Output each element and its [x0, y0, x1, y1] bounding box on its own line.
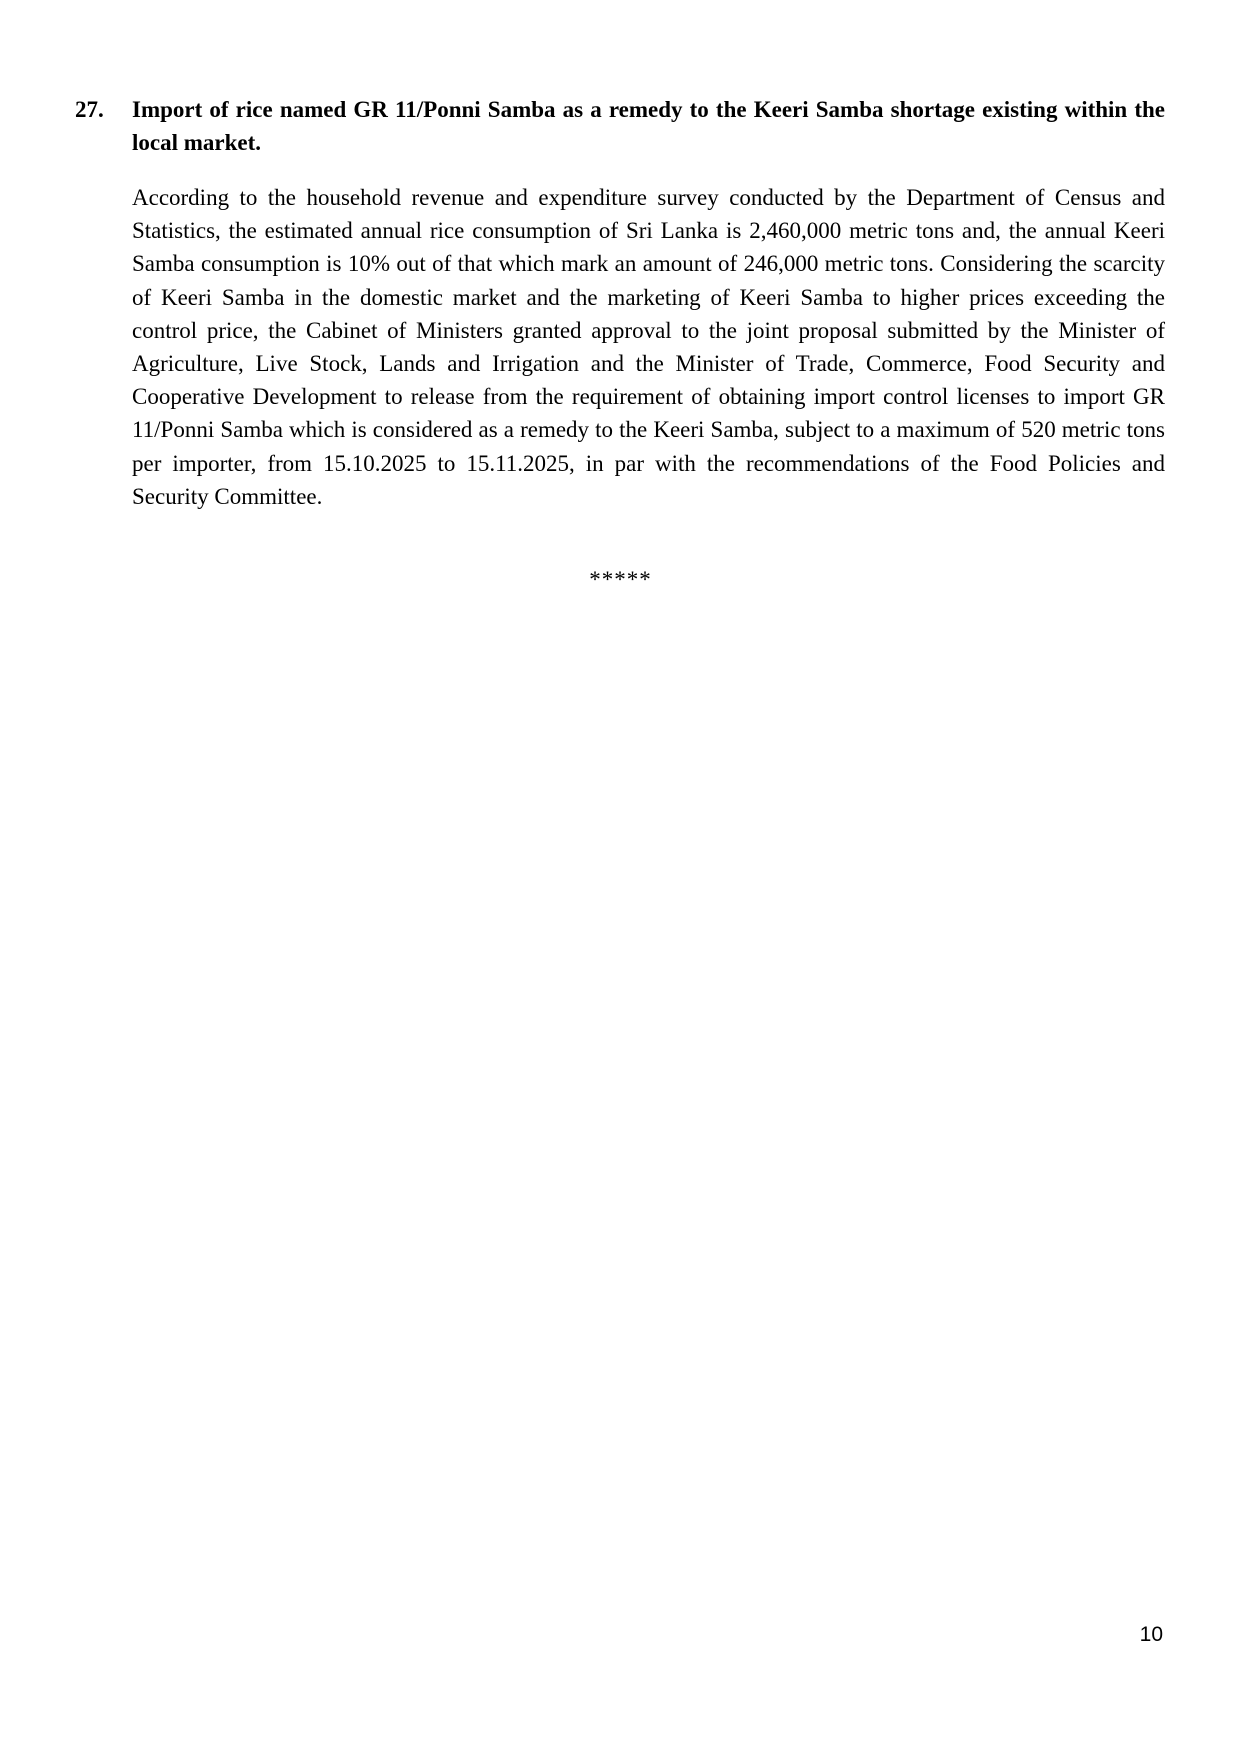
item-title: Import of rice named GR 11/Ponni Samba as a remedy to the Keeri Samba shortage existing within the local market. — [132, 97, 1165, 155]
item-body: According to the household revenue and expenditure survey conducted by the Department of Census and Statistics, the estimated annual rice consumption of Sri Lanka is 2,460,000 metric tons and, the annual Keeri Samba consumption is 10% out of that which mark an amount of 246,000 metric tons. Considering the scarcity of Keeri Samba in the domestic market and the marketing of Keeri Samba to higher prices exceeding the control price, the Cabinet of Ministers granted approval to the joint proposal submitted by the Minister of Agriculture, Live Stock, Lands and Irrigation and the Minister of Trade, Commerce, Food Security and Cooperative Development to release from the requirement of obtaining import control licenses to import GR 11/Ponni Samba which is considered as a remedy to the Keeri Samba, subject to a maximum of 520 metric tons per importer, from 15.10.2025 to 15.11.2025, in par with the recommendations of the Food Policies and Security Committee. — [132, 185, 1165, 509]
item-number: 27. — [75, 97, 104, 122]
section-separator: ***** — [589, 567, 652, 592]
page-number: 10 — [1139, 1623, 1163, 1646]
decision-item — [75, 93, 1165, 513]
